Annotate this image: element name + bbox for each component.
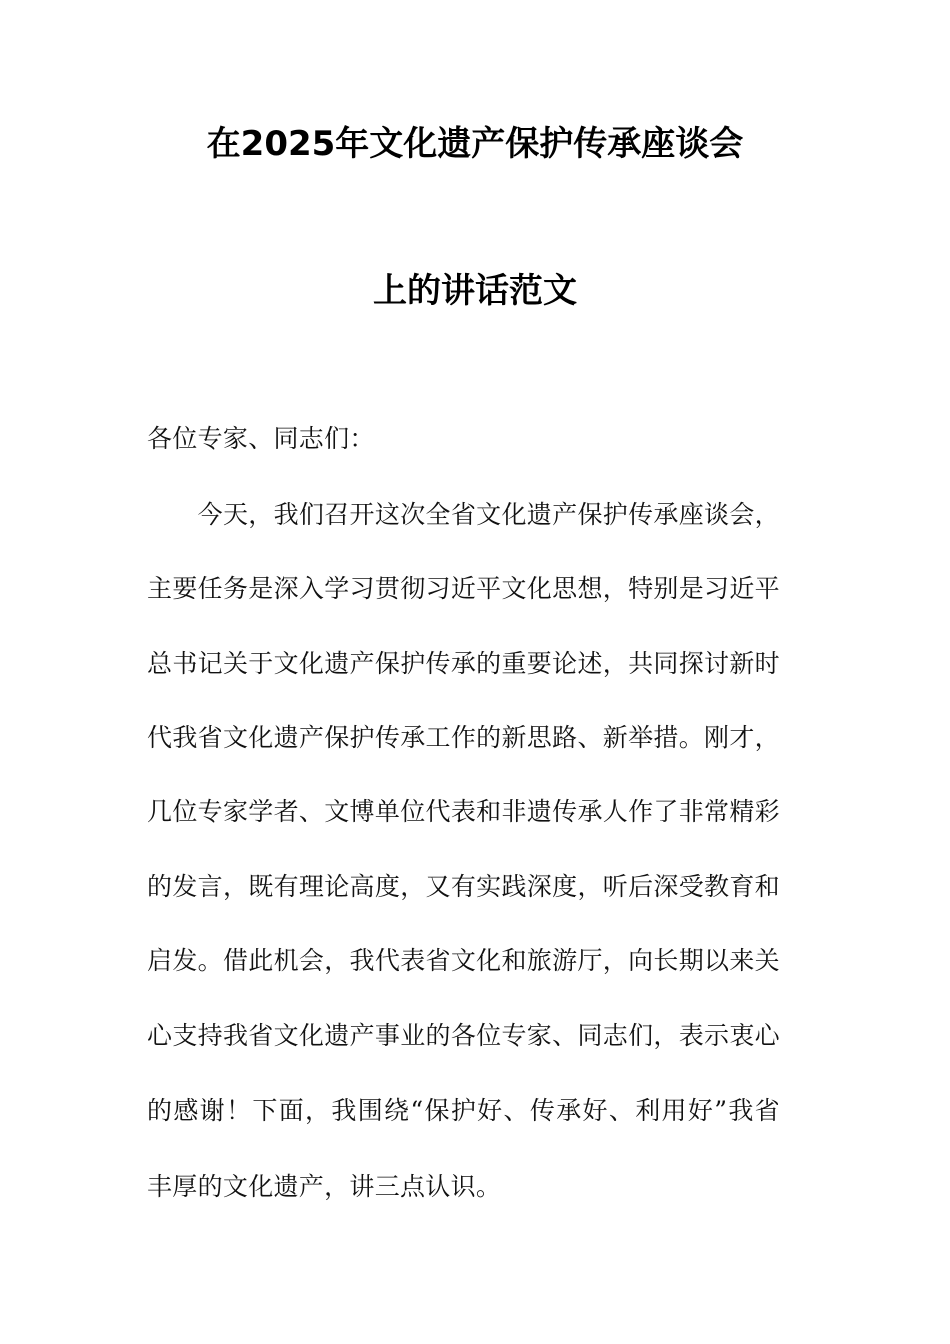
document-title-line-1: 在2025年文化遗产保护传承座谈会 [206,124,744,164]
body-line: 心支持我省文化遗产事业的各位专家、同志们，表示衷心 [147,1021,780,1050]
body-line: 启发。借此机会，我代表省文化和旅游厅，向长期以来关 [147,946,780,975]
body-line: 的感谢！下面，我围绕“保护好、传承好、利用好”我省 [147,1096,780,1125]
body-line: 总书记关于文化遗产保护传承的重要论述，共同探讨新时 [147,649,780,678]
body-line: 的发言，既有理论高度，又有实践深度，听后深受教育和 [147,872,780,901]
body-line: 今天，我们召开这次全省文化遗产保护传承座谈会， [147,500,780,529]
body-line: 丰厚的文化遗产，讲三点认识。 [147,1172,502,1201]
body-line: 代我省文化遗产保护传承工作的新思路、新举措。刚才， [147,723,780,752]
body-line: 几位专家学者、文博单位代表和非遗传承人作了非常精彩 [147,797,780,826]
document-title-line-2: 上的讲话范文 [373,271,577,311]
salutation: 各位专家、同志们： [147,424,375,453]
body-line: 主要任务是深入学习贯彻习近平文化思想，特别是习近平 [147,574,780,603]
